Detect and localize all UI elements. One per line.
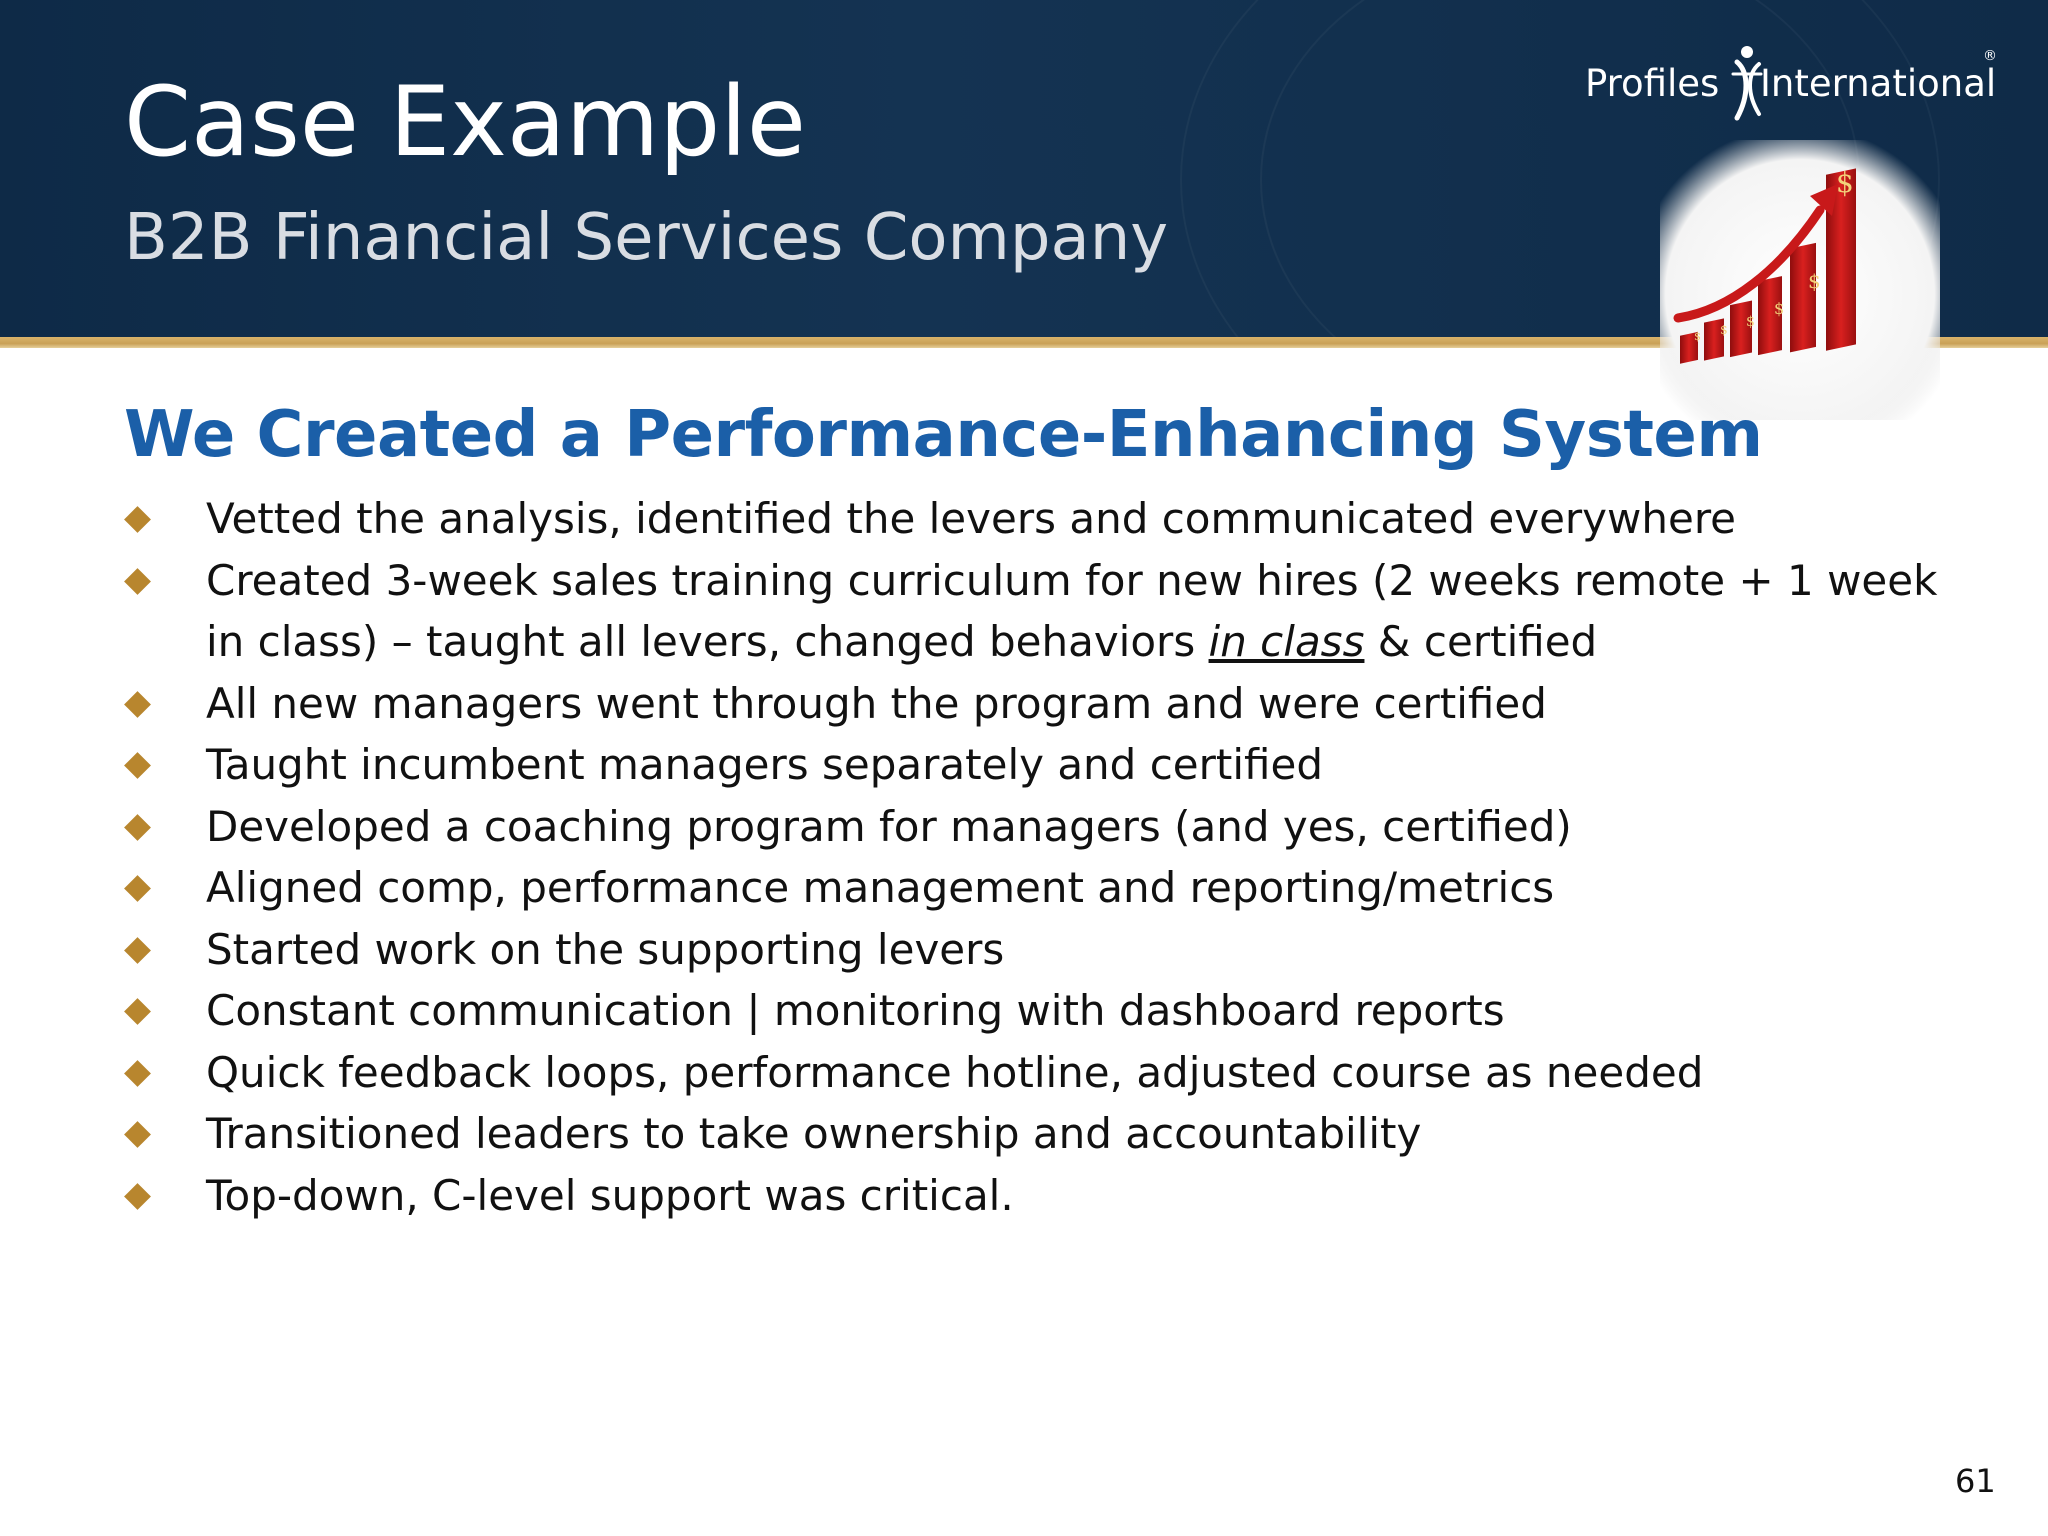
list-item bbox=[124, 673, 1984, 735]
list-item bbox=[124, 857, 1984, 919]
diamond-icon bbox=[124, 1183, 151, 1210]
list-item-text: Created 3-week sales training curriculum for new hires (2 weeks remote + 1 week in class) – taught all levers, changed behaviors bbox=[206, 555, 1938, 666]
page-number: 61 bbox=[1955, 1462, 1996, 1500]
list-item bbox=[124, 550, 1984, 673]
diamond-icon bbox=[124, 691, 151, 718]
list-item-text: Top-down, C-level support was critical. bbox=[206, 1170, 1014, 1220]
logo-word-international: International bbox=[1760, 62, 1997, 105]
list-item-text: & certified bbox=[1364, 617, 1598, 666]
diamond-icon bbox=[124, 998, 151, 1025]
emphasis-text: in class bbox=[1208, 617, 1365, 666]
diamond-icon bbox=[124, 568, 151, 595]
list-item bbox=[124, 919, 1984, 981]
list-item-text: All new managers went through the program and were certified bbox=[206, 678, 1547, 728]
list-item bbox=[124, 1042, 1984, 1104]
list-item-text: Transitioned leaders to take ownership and accountability bbox=[206, 1109, 1422, 1158]
slide-subtitle: B2B Financial Services Company bbox=[124, 201, 1169, 275]
diamond-icon bbox=[124, 752, 151, 779]
list-item bbox=[124, 796, 1984, 858]
list-item bbox=[124, 1165, 1984, 1227]
svg-text:$: $ bbox=[1774, 299, 1785, 318]
list-item bbox=[124, 980, 1984, 1042]
list-item-text: Started work on the supporting levers bbox=[206, 924, 1005, 974]
list-item-text: Aligned comp, performance management and reporting/metrics bbox=[206, 863, 1555, 912]
diamond-icon bbox=[124, 506, 151, 533]
list-item-text: Vetted the analysis, identified the levers and communicated everywhere bbox=[206, 494, 1737, 543]
slide-title: Case Example bbox=[124, 66, 806, 178]
diamond-icon bbox=[124, 1121, 151, 1148]
list-item bbox=[124, 1103, 1984, 1165]
company-logo bbox=[1585, 44, 2005, 124]
list-item bbox=[124, 734, 1984, 796]
bullet-list bbox=[124, 488, 1984, 1226]
list-item-text: Quick feedback loops, performance hotline, adjusted course as needed bbox=[206, 1047, 1704, 1097]
svg-text:$: $ bbox=[1808, 269, 1821, 293]
list-item-text: Developed a coaching program for managers (and yes, certified) bbox=[206, 801, 1572, 851]
diamond-icon bbox=[124, 937, 151, 964]
list-item bbox=[124, 488, 1984, 550]
diamond-icon bbox=[124, 1060, 151, 1087]
list-item-text: Constant communication | monitoring with dashboard reports bbox=[206, 986, 1505, 1035]
section-heading: We Created a Performance-Enhancing System bbox=[124, 398, 1763, 472]
svg-text:$: $ bbox=[1746, 314, 1755, 330]
diamond-icon bbox=[124, 814, 151, 841]
logo-word-profiles: Profiles bbox=[1585, 62, 1720, 105]
list-item-text: Taught incumbent managers separately and certified bbox=[206, 740, 1323, 789]
svg-text:$: $ bbox=[1836, 166, 1854, 199]
svg-text:$: $ bbox=[1694, 330, 1701, 343]
svg-text:$: $ bbox=[1720, 323, 1728, 337]
rising-dollar-bar-chart-icon bbox=[1660, 140, 1940, 420]
registered-mark: ® bbox=[1983, 48, 1997, 64]
diamond-icon bbox=[124, 875, 151, 902]
